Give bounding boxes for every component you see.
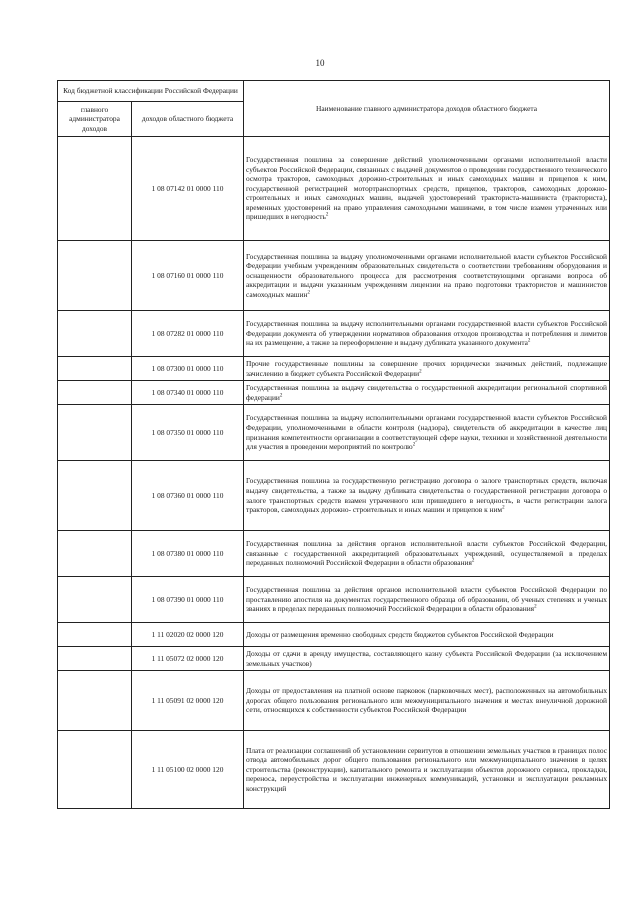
description-text: Прочие государственные пошлины за совершение прочих юридически значимых действий, подлежащие зачислению в бюджет субъекта Российской Федерации (246, 358, 608, 378)
table-row (58, 647, 610, 671)
admin-code-cell (58, 357, 132, 381)
admin-code-cell (58, 381, 132, 405)
description-text: Государственная пошлина за выдачу исполнительными органами государственной власти субъектов Российской Федерации, уполномоченными в области контроля (надзора), свидетельств об аккредитации в качестве лиц признания компетентности организации в соответствующей сфере науки, техники и хозяйственной деятельности для участия в проведении мероприятий по контролю (246, 413, 608, 452)
table-body (58, 137, 610, 809)
description-text: Государственная пошлина за действия органов исполнительной власти субъектов Российской Федерации по проставлению апостиля на документах государственного образца об образовании, об ученых степенях и ученых званиях в пределах переданных полномочий Российской Федерации в области образования (246, 585, 608, 614)
footnote-marker: 2 (279, 393, 283, 399)
table-row (58, 357, 610, 381)
header-classification-code: Код бюджетной классификации Российской Федерации (58, 81, 244, 102)
admin-code-cell (58, 671, 132, 731)
description-text: Государственная пошлина за действия органов исполнительной власти субъектов Российской Федерации, связанные с государственной аккредитацией образовательных учреждений, осуществляемой в пределах переданных полномочий Российской Федерации в области образования (246, 539, 608, 568)
income-description-cell (244, 623, 610, 647)
budget-classification-table (57, 80, 610, 809)
income-description-cell (244, 671, 610, 731)
table-row (58, 461, 610, 531)
income-code-cell: 1 08 07160 01 0000 110 (132, 241, 244, 311)
table-row (58, 137, 610, 241)
footnote-marker: 2 (527, 338, 531, 344)
income-code-cell: 1 11 05091 02 0000 120 (132, 671, 244, 731)
income-code-cell: 1 11 05072 02 0000 120 (132, 647, 244, 671)
table-row (58, 577, 610, 623)
income-description-cell (244, 531, 610, 577)
header-admin-code: главного администратора доходов (58, 102, 132, 137)
description-text: Государственная пошлина за выдачу исполнительными органами государственной власти субъектов Российской Федерации документа об утверждении нормативов образования отходов производства и потребления и лимитов на их размещение, а также за переоформление и выдачу дубликата указанного документа (246, 319, 608, 348)
income-description-cell (244, 577, 610, 623)
income-code-cell: 1 08 07380 01 0000 110 (132, 531, 244, 577)
table-row (58, 731, 610, 809)
income-code-cell: 1 11 05100 02 0000 120 (132, 731, 244, 809)
description-text: Доходы от размещения временно свободных средств бюджетов субъектов Российской Федерации (246, 629, 554, 639)
admin-code-cell (58, 461, 132, 531)
income-description-cell (244, 405, 610, 461)
admin-code-cell (58, 137, 132, 241)
footnote-marker: 2 (534, 604, 537, 610)
income-code-cell: 1 08 07340 01 0000 110 (132, 381, 244, 405)
income-description-cell (244, 647, 610, 671)
income-description-cell (244, 137, 610, 241)
footnote-marker: 2 (307, 290, 310, 296)
admin-code-cell (58, 647, 132, 671)
table-row (58, 311, 610, 357)
income-description-cell (244, 381, 610, 405)
footnote-marker: 2 (412, 442, 416, 448)
income-description-cell (244, 241, 610, 311)
admin-code-cell (58, 405, 132, 461)
admin-code-cell (58, 623, 132, 647)
income-code-cell: 1 08 07350 01 0000 110 (132, 405, 244, 461)
table-row (58, 241, 610, 311)
admin-code-cell (58, 241, 132, 311)
description-text: Государственная пошлина за выдачу уполномоченными органами исполнительной власти субъектов Российской Федерации учебным учреждениям образовательных свидетельств о соответствии требованиям оборудования и оснащенности образовательного процесса для рассмотрения соответствующими органами вопроса об аккредитации и выдачи указанным учреждениям лицензии на право подготовки трактористов и машинистов самоходных машин (246, 251, 608, 299)
table-row (58, 531, 610, 577)
footnote-marker: 2 (502, 505, 505, 511)
table-row (58, 623, 610, 647)
description-text: Доходы от предоставления на платной основе парковок (парковочных мест), расположенных на автомобильных дорогах общего пользования регионального или межмуниципального значения и местах внеуличной дорожной сети, относящихся к собственности субъектов Российской Федерации (246, 686, 608, 715)
income-description-cell (244, 357, 610, 381)
description-text: Государственная пошлина за совершение действий уполномоченными органами исполнительной власти субъектов Российской Федерации, связанных с выдачей документов о проведении государственного технического осмотра тракторов, самоходных дорожно-строительных и иных самоходных машин и прицепов к ним, государственной регистрацией мотортранспортных средств, прицепов, тракторов, самоходных дорожно-строительных и иных самоходных машин, выдачей удостоверений тракториста-машиниста (тракториста), временных удостоверений на право управления самоходными машинами, в том числе взамен утраченных или пришедших в негодность (246, 154, 608, 222)
income-code-cell: 1 08 07300 01 0000 110 (132, 357, 244, 381)
description-text: Государственная пошлина за выдачу свидетельства о государственной аккредитации региональной спортивной федерации (246, 382, 608, 402)
admin-code-cell (58, 731, 132, 809)
income-description-cell (244, 731, 610, 809)
description-text: Плата от реализации соглашений об установлении сервитутов в отношении земельных участков в границах полос отвода автомобильных дорог общего пользования регионального или межмуниципального значения в целях строительства (реконструкции), капитального ремонта и эксплуатации объектов дорожного сервиса, прокладки, переноса, переустройства и эксплуатации инженерных коммуникаций, установки и эксплуатации рекламных конструкций (246, 745, 608, 793)
income-description-cell (244, 311, 610, 357)
footnote-marker: 2 (419, 369, 422, 375)
income-description-cell (244, 461, 610, 531)
description-text: Доходы от сдачи в аренду имущества, составляющего казну субъекта Российской Федерации (за исключением земельных участков) (246, 648, 608, 668)
income-code-cell: 1 08 07142 01 0000 110 (132, 137, 244, 241)
footnote-marker: 2 (471, 558, 475, 564)
admin-code-cell (58, 531, 132, 577)
page-number: 10 (315, 58, 325, 68)
description-text: Государственная пошлина за государственную регистрацию договора о залоге транспортных средств, включая выдачу свидетельства, а также за выдачу дубликата свидетельства о государственной регистрации договора о залоге транспортных средств взамен утраченного или пришедшего в негодность, в части регистрации залога тракторов, самоходных дорожно- строительных и иных машин и прицепов к ним (246, 476, 608, 515)
admin-code-cell (58, 311, 132, 357)
header-income-code: доходов областного бюджета (132, 102, 244, 137)
table-row (58, 405, 610, 461)
income-code-cell: 1 08 07282 01 0000 110 (132, 311, 244, 357)
income-code-cell: 1 11 02020 02 0000 120 (132, 623, 244, 647)
admin-code-cell (58, 577, 132, 623)
table-row (58, 381, 610, 405)
income-code-cell: 1 08 07360 01 0000 110 (132, 461, 244, 531)
income-code-cell: 1 08 07390 01 0000 110 (132, 577, 244, 623)
footnote-marker: 2 (325, 213, 329, 219)
table-row (58, 671, 610, 731)
header-administrator-name: Наименование главного администратора доходов областного бюджета (244, 81, 610, 137)
